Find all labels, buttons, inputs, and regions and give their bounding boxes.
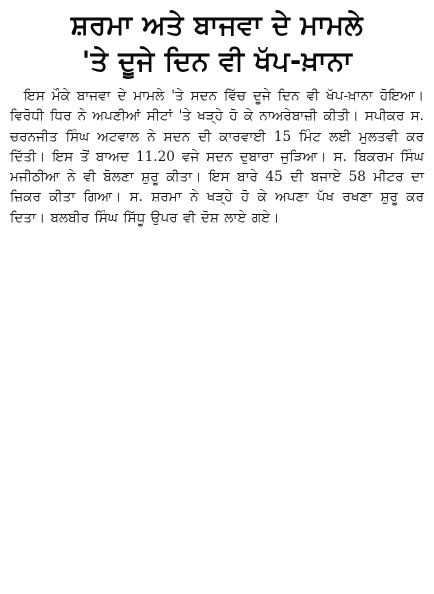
headline-line-1: ਸ਼ਰਮਾ ਅਤੇ ਬਾਜਵਾ ਦੇ ਮਾਮਲੇ: [70, 10, 364, 41]
headline-line-2: 'ਤੇ ਦੂਜੇ ਦਿਨ ਵੀ ਖੱਪ-ਖ਼ਾਨਾ: [81, 46, 353, 77]
article-body: ਇਸ ਮੌਕੇ ਬਾਜਵਾ ਦੇ ਮਾਮਲੇ 'ਤੇ ਸਦਨ ਵਿੱਚ ਦੂਜੇ ਦਿਨ ਵੀ ਖੱਪ-ਖ਼ਾਨਾ ਹੋਇਆ। ਵਿਰੋਧੀ ਧਿਰ ਨੇ ਅਪਣੀਆਂ ਸੀਟਾਂ 'ਤੇ ਖੜ੍ਹੇ ਹੋ ਕੇ ਨਾਅਰੇਬਾਜ਼ੀ ਕੀਤੀ। ਸਪੀਕਰ ਸ. ਚਰਨਜੀਤ ਸਿੰਘ ਅਟਵਾਲ ਨੇ ਸਦਨ ਦੀ ਕਾਰਵਾਈ 15 ਮਿੰਟ ਲਈ ਮੁਲਤਵੀ ਕਰ ਦਿੱਤੀ। ਇਸ ਤੋਂ ਬਾਅਦ 11.20 ਵਜੇ ਸਦਨ ਦੁਬਾਰਾ ਜੁੜਿਆ। ਸ. ਬਿਕਰਮ ਸਿੰਘ ਮਜੀਠੀਆ ਨੇ ਵੀ ਬੋਲਣਾ ਸ਼ੁਰੂ ਕੀਤਾ। ਇਸ ਬਾਰੇ 45 ਦੀ ਬਜਾਏ 58 ਮੀਟਰ ਦਾ ਜ਼ਿਕਰ ਕੀਤਾ ਗਿਆ। ਸ. ਸ਼ਰਮਾ ਨੇ ਖੜ੍ਹੇ ਹੋ ਕੇ ਅਪਣਾ ਪੱਖ ਰਖਣਾ ਸ਼ੁਰੂ ਕਰ ਦਿਤਾ। ਬਲਬੀਰ ਸਿੰਘ ਸਿੱਧੂ ਉਪਰ ਵੀ ਦੋਸ਼ ਲਾਏ ਗਏ।: [10, 88, 424, 226]
headline: [10, 8, 424, 80]
